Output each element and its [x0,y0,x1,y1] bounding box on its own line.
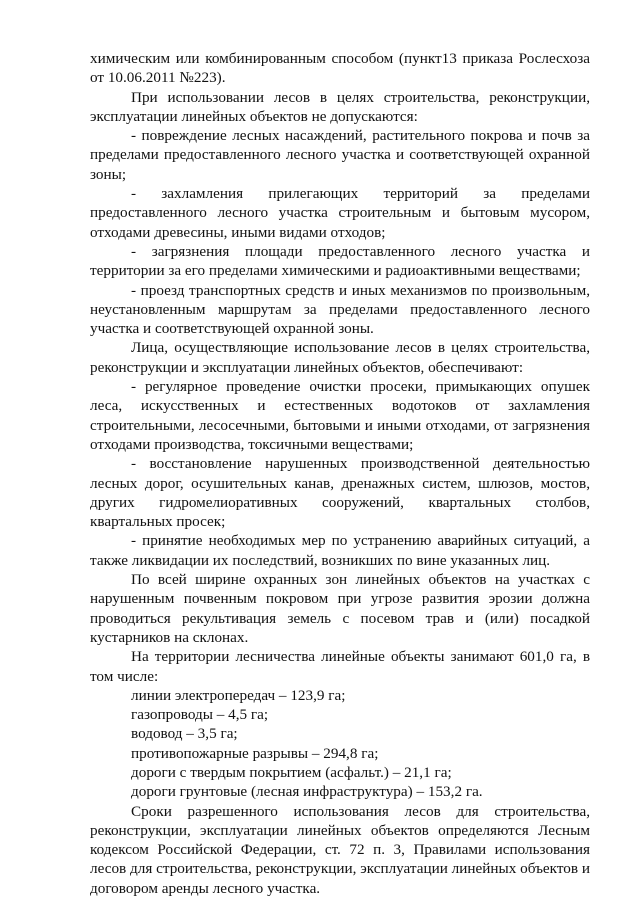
paragraph: - регулярное проведение очистки просеки, примыкающих опушек леса, искусственных и естественных водотоков от захламления строительными, лесосечными, бытовыми и иными отходами, от загрязнения отходами производства, токсичными веществами; [90,378,590,453]
list-item: противопожарные разрывы – 294,8 га; [131,744,379,762]
paragraph: - загрязнения площади предоставленного лесного участка и территории за его пределами химическими и радиоактивными веществами; [90,242,590,280]
document-body [90,49,590,686]
land-use-list [90,686,590,802]
list-item: линии электропередач – 123,9 га; [131,686,346,704]
paragraph: При использовании лесов в целях строительства, реконструкции, эксплуатации линейных объектов не допускаются: [90,88,590,125]
list-item: газопроводы – 4,5 га; [131,706,269,724]
list-item: водовод – 3,5 га; [131,725,238,743]
list-item: дороги с твердым покрытием (асфальт.) – 21,1 га; [131,763,452,781]
paragraph: На территории лесничества линейные объекты занимают 601,0 га, в том числе: [90,648,590,685]
paragraph: По всей ширине охранных зон линейных объектов на участках с нарушенным почвенным покровом при угрозе развития эрозии должна проводиться рекультивация земель с посевом трав и (или) посадкой кустарников на склонах. [90,571,590,646]
paragraph: - принятие необходимых мер по устранению аварийных ситуаций, а также ликвидации их последствий, возникших по вине указанных лиц. [90,532,590,569]
paragraph: - захламления прилегающих территорий за пределами предоставленного лесного участка строительным и бытовым мусором, отходами древесины, иными видами отходов; [90,185,590,241]
paragraph: - восстановление нарушенных производственной деятельностью лесных дорог, осушительных канав, дренажных систем, шлюзов, мостов, других гидромелиоративных сооружений, квартальных столбов, квартальных просек; [90,455,590,531]
paragraph: - повреждение лесных насаждений, растительного покрова и почв за пределами предоставленного лесного участка и соответствующей охранной зоны; [90,127,590,183]
list-item: дороги грунтовые (лесная инфраструктура) – 153,2 га. [131,783,483,801]
closing-paragraph: Сроки разрешенного использования лесов для строительства, реконструкции, эксплуатации линейных объектов определяются Лесным кодексом Российской Федерации, ст. 72 п. 3, Правилами использования лесов для строительства, реконструкции, эксплуатации линейных объектов и договором аренды лесного участка. [90,802,590,897]
paragraph: - проезд транспортных средств и иных механизмов по произвольным, неустановленным маршрутам за пределами предоставленного лесного участка и соответствующей охранной зоны. [90,281,590,338]
document-page [90,49,590,898]
paragraph: химическим или комбинированным способом (пункт13 приказа Рослесхоза от 10.06.2011 №223). [90,50,590,87]
paragraph: Лица, осуществляющие использование лесов в целях строительства, реконструкции и эксплуатации линейных объектов, обеспечивают: [90,339,590,376]
